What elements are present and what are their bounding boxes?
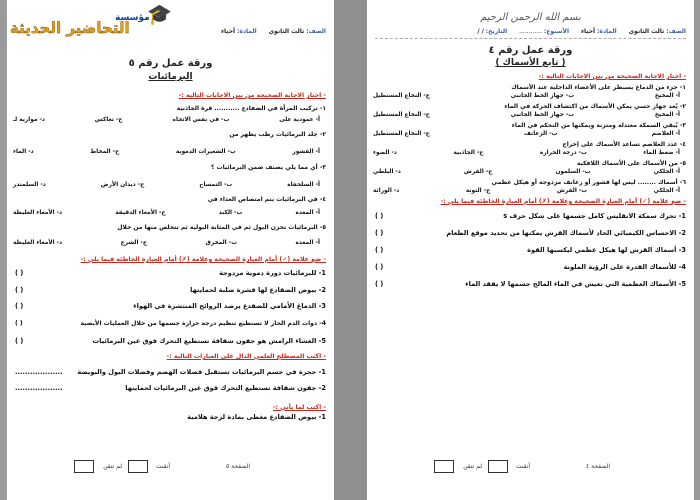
- page-footer: الصفحة ٤ أتقنت لم تتقن: [381, 460, 680, 474]
- explain-question: 1- بيوض الضفادع مغطى بمادة لزجة هلامية: [187, 413, 326, 421]
- term-question: 1- حجرة في جسم البرمائيات تستقبل فضلات الهضم وفضلات البول والبويضة ...................: [15, 368, 326, 376]
- section-heading: - اكتب لما يأتي :-: [272, 404, 326, 411]
- tf-statement: 4- للأسماك القدرة على الرؤية الملونة ( ): [375, 263, 686, 271]
- page-subtitle: ( تابع الأسماك ): [495, 58, 566, 68]
- options-row: أ- السلحفاة ب- التمساح ج- ديدان الأرض د- السلمندر: [13, 182, 320, 188]
- tf-statement: 5- الأسماك العظمية التي تعيش في الماء المالح جسمها لا يفقد الماء ( ): [375, 280, 686, 288]
- section-heading: - اختار الاجابة الصحيحة من بين الاجابات التالية :-: [178, 92, 326, 99]
- options-row: أ- المعدة ب- المخرق ج- الشرج د- الأمعاء الغليظة: [13, 240, 320, 246]
- question: ٥- البرمائيات تخزن البول ثم في المثانة البولية ثم تتخلص منها من خلال: [117, 224, 326, 231]
- question: ٢- جلد البرمائيات رطب يظهر من: [229, 131, 326, 138]
- tf-statement: 2- بيوض الضفادع لها قشرة صلبة لحمايتها ( ): [15, 286, 326, 294]
- page-number: الصفحة ٤: [586, 463, 610, 470]
- logo-line1: مؤسسة: [115, 13, 150, 23]
- question: ١- تركيب المرأة في الضفادع ........... قرة الجاذبية: [176, 105, 326, 112]
- options-row: أ- المعدة ب- الكبد ج- الأمعاء الدقيقة د- الأمعاء الغليظة: [13, 210, 320, 216]
- tf-statement: 3- أسماك القرش لها هيكل عظمي ليكسبها القوة ( ): [375, 246, 686, 254]
- options-row: أ- ضغط الماء ب- درجة الحرارة ج- الجاذبية د- الضوء: [373, 150, 680, 156]
- sheet-header: الصف: ثالث الثانوي المادة: أحياء الأسبوع: ............ التاريخ: / /: [477, 28, 686, 35]
- logo-line2: التحاضير الحديثة: [10, 19, 130, 37]
- question: ٣- يُبقي السمكة معتدلة ومتزنة ويمكنها من التحكم في الماء: [511, 122, 686, 129]
- tf-statement: 1- تحرك سمكة الانقليس كامل جسمها على شكل حرف s ( ): [375, 212, 686, 220]
- question: ٤- غدد الغلاصم تساعد الأسماك على إخراج: [562, 141, 686, 148]
- page-gap: [334, 0, 367, 500]
- options-row: أ- الجلكي ب- القرش ج- التونة د- الوراثة: [373, 188, 680, 194]
- header-divider: [375, 38, 686, 39]
- tf-statement: 4- ذوات الدم الحار لا تستطيع تنظيم درجة حرارة جسمها من خلال العمليات الأيضية ( ): [15, 320, 326, 327]
- done-box[interactable]: [488, 460, 508, 473]
- question: ٦- أسماك ........ ليس لها قشور أو زعانف مزدوجة أو هيكل عظمي: [491, 179, 686, 186]
- term-question: 2- جفون شفافة تستطيع التحرك فوق عين البرمائيات لحمايتها ...................: [15, 384, 326, 392]
- worksheet-page-5: [7, 0, 334, 500]
- logo: [7, 0, 202, 44]
- question: ٥- من الأسماك على الأسماك اللافكية: [576, 160, 686, 167]
- page-footer: الصفحة ٥ أتقنت لم تتقن: [21, 460, 320, 474]
- page-title: ورقة عمل رقم ٤: [488, 45, 573, 56]
- not-done-box[interactable]: [74, 460, 94, 473]
- page-title: ورقة عمل رقم ٥: [128, 58, 213, 69]
- page-number: الصفحة ٥: [226, 463, 250, 470]
- options-row: أ- الغلاصم ب- الزعانف ج- النخاع المستطيل: [373, 131, 680, 137]
- options-row: أ- المخيخ ب- جهاز الخط الجانبي ج- النخاع المستطيل: [373, 93, 680, 99]
- section-heading: - اختار الاجابة الصحيحة من بين الاجابات التالية :-: [538, 73, 686, 80]
- section-heading: - ضع علامة (✓) أمام العبارة الصحيحة وعلامة (✗) أمام العبارة الخاطئة فيما يلي :-: [80, 256, 326, 263]
- section-heading: - اكتب المصطلح العلمي الدال على العبارات التالية :-: [166, 353, 326, 360]
- options-row: أ- عمودية على ب- في نفس الاتجاه ج- تعاكس د- موازيه لـ: [13, 117, 320, 123]
- question: ٤- في البرمائيات يتم امتصاص الغذاء في: [207, 196, 326, 203]
- tf-statement: 1- للبرمائيات دورة دموية مزدوجة ( ): [15, 269, 326, 277]
- question: ١- جزء من الدماغ يسيطر على الأعضاء الداخلية عند الأسماك: [511, 84, 686, 91]
- basmala: بسم الله الرحمن الرحيم: [480, 12, 581, 23]
- options-row: أ- المخيخ ب- جهاز الخط الجانبي ج- النخاع المستطيل: [373, 112, 680, 118]
- graduation-cap-icon: 🎓: [147, 2, 172, 26]
- options-row: أ- القشور ب- الشعيرات الدموية ج- المخاط د- الماء: [13, 149, 320, 155]
- done-box[interactable]: [128, 460, 148, 473]
- page-subtitle: البرمائيات: [148, 72, 193, 82]
- tf-statement: 2- الاحساس الكيميائي الحاد لأسماك القرش يمكنها من تحديد موقع الطعام ( ): [375, 229, 686, 237]
- worksheet-page-4: [367, 0, 694, 500]
- question: ٣- أي مما يلي يصنف ضمن البرمائيات ؟: [210, 164, 326, 171]
- not-done-box[interactable]: [434, 460, 454, 473]
- tf-statement: 3- الدماغ الأمامي للضفدع يرصد الروائح المنتشرة في الهواء ( ): [15, 302, 326, 310]
- section-heading: - ضع علامة (✓) أمام العبارة الصحيحة وعلامة (✗) أمام العبارة الخاطئة فيما يلي :-: [440, 198, 686, 205]
- tf-statement: 5- الغشاء الرامش هو جفون شفافة تستطيع التحرك فوق عين البرمائيات ( ): [15, 337, 326, 345]
- options-row: أ- الجلكي ب- السلمون ج- القرش د- البلطي: [373, 169, 680, 175]
- sheet-header: الصف: ثالث الثانوي المادة: أحياء: [220, 28, 326, 35]
- question: ٢- يُعد جهاز حسي يمكن الأسماك من اكتشاف الحركة في الماء: [504, 103, 686, 110]
